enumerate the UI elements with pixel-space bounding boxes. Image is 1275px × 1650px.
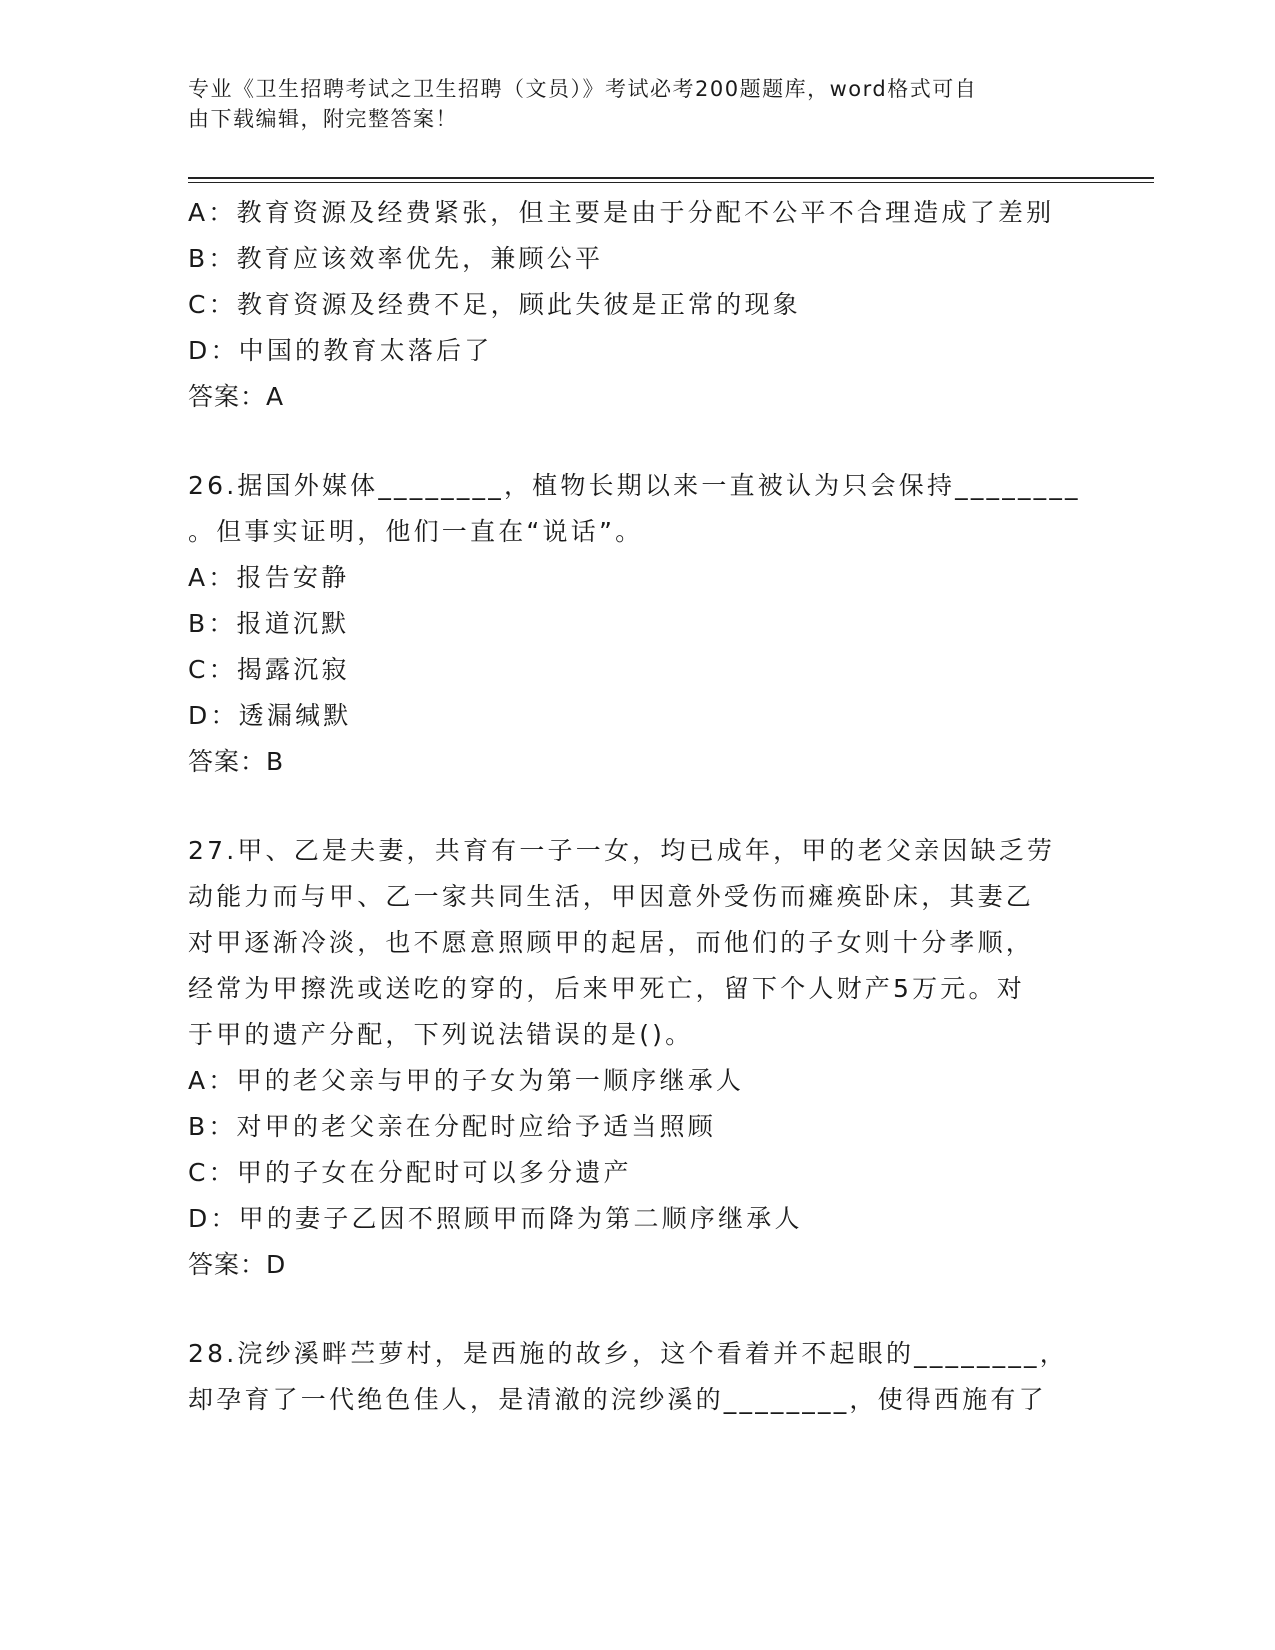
question-text: 28.浣纱溪畔苎萝村，是西施的故乡，这个看着并不起眼的________，: [188, 1339, 1068, 1368]
question-text: 却孕育了一代绝色佳人，是清澈的浣纱溪的________，使得西施有了: [188, 1385, 1047, 1414]
document-header: [188, 74, 1068, 134]
option-d: D：中国的教育太落后了: [188, 336, 493, 365]
question-list: [188, 190, 1081, 1423]
question-text: 动能力而与甲、乙一家共同生活，甲因意外受伤而瘫痪卧床，其妻乙: [188, 882, 1035, 911]
answer: 答案：A: [188, 382, 285, 411]
question-text: 26.据国外媒体________，植物长期以来一直被认为只会保持________: [188, 471, 1081, 500]
question-text: 经常为甲擦洗或送吃的穿的，后来甲死亡，留下个人财产5万元。对: [188, 974, 1025, 1003]
option-a: A：报告安静: [188, 563, 350, 592]
option-a: A：教育资源及经费紧张，但主要是由于分配不公平不合理造成了差别: [188, 198, 1055, 227]
option-d: D：甲的妻子乙因不照顾甲而降为第二顺序继承人: [188, 1204, 803, 1233]
option-b: B：对甲的老父亲在分配时应给予适当照顾: [188, 1112, 716, 1141]
answer: 答案：D: [188, 1250, 287, 1279]
option-c: C：甲的子女在分配时可以多分遗产: [188, 1158, 632, 1187]
question-text: 。但事实证明，他们一直在“说话”。: [188, 517, 644, 546]
question-25: [188, 190, 1068, 420]
question-text: 27.甲、乙是夫妻，共育有一子一女，均已成年，甲的老父亲因缺乏劳: [188, 836, 1056, 865]
header-line: 专业《卫生招聘考试之卫生招聘（文员）》考试必考200题题库，word格式可自: [188, 77, 978, 101]
question-26: [188, 463, 1081, 785]
question-27: [188, 828, 1068, 1288]
header-divider: [188, 182, 1154, 183]
option-c: C：教育资源及经费不足，顾此失彼是正常的现象: [188, 290, 801, 319]
question-text: 于甲的遗产分配，下列说法错误的是()。: [188, 1020, 694, 1049]
question-28: [188, 1331, 1068, 1423]
answer: 答案：B: [188, 747, 285, 776]
question-text: 对甲逐渐冷淡，也不愿意照顾甲的起居，而他们的子女则十分孝顺，: [188, 928, 1035, 957]
option-b: B：教育应该效率优先，兼顾公平: [188, 244, 604, 273]
header-line: 由下载编辑，附完整答案！: [188, 107, 458, 131]
header-divider: [188, 177, 1154, 179]
option-a: A：甲的老父亲与甲的子女为第一顺序继承人: [188, 1066, 745, 1095]
option-c: C：揭露沉寂: [188, 655, 350, 684]
option-b: B：报道沉默: [188, 609, 350, 638]
option-d: D：透漏缄默: [188, 701, 352, 730]
